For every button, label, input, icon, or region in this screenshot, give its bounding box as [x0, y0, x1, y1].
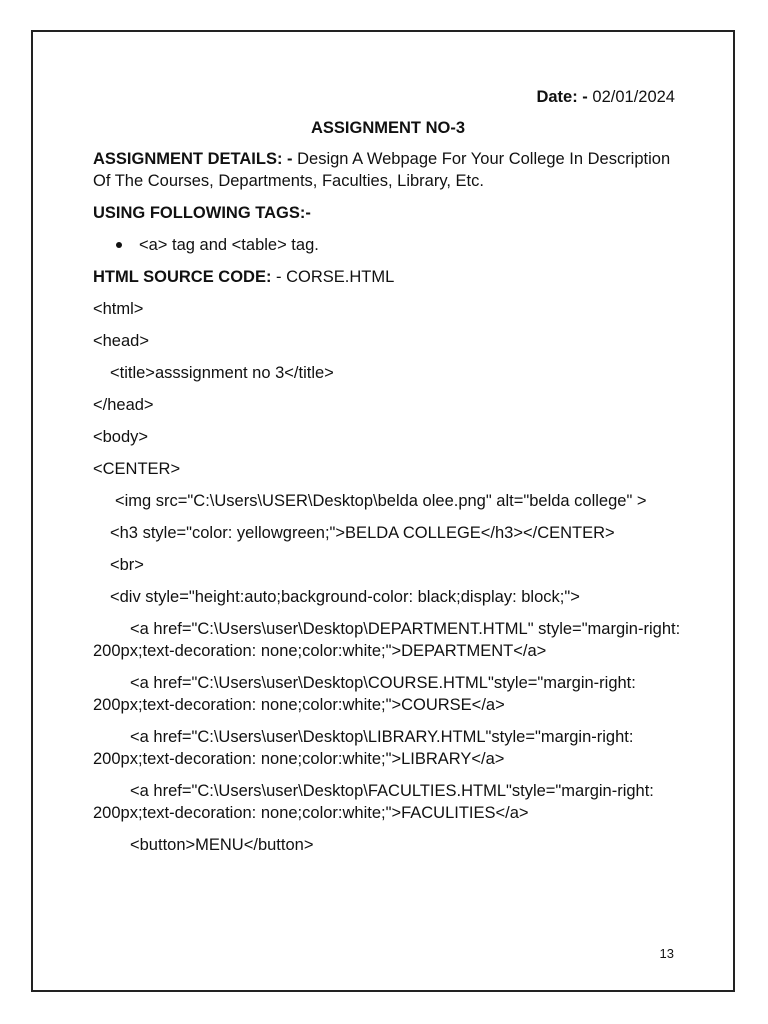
code-line: <img src="C:\Users\USER\Desktop\belda olee.png" alt="belda college" >: [115, 492, 647, 510]
code-line: <br>: [110, 556, 144, 574]
code-line: <div style="height:auto;background-color: black;display: block;">: [110, 588, 580, 606]
code-line: <a href="C:\Users\user\Desktop\FACULTIES.HTML"style="margin-right: 200px;text-decoration: none;color:white;">FACULITIES</a>: [93, 782, 659, 822]
code-line: <a href="C:\Users\user\Desktop\DEPARTMENT.HTML" style="margin-right: 200px;text-decoration: none;color:white;">DEPARTMENT</a>: [93, 620, 685, 660]
code-line: <body>: [93, 428, 149, 446]
details-text: Design A Webpage For Your College In Description Of The Courses, Departments, Faculties, Library, Etc.: [93, 150, 671, 190]
source-code-heading: [93, 266, 683, 288]
date-value: 02/01/2024: [592, 88, 675, 106]
bullet-icon: [116, 242, 122, 248]
source-file: - CORSE.HTML: [271, 268, 395, 286]
details-label: ASSIGNMENT DETAILS: -: [93, 150, 293, 168]
assignment-title: ASSIGNMENT NO-3: [310, 119, 465, 137]
code-line: <a href="C:\Users\user\Desktop\COURSE.HTML"style="margin-right: 200px;text-decoration: none;color:white;">COURSE</a>: [93, 674, 641, 714]
tags-list: [93, 234, 683, 256]
code-line: <button>MENU</button>: [130, 836, 314, 854]
date-line: [93, 86, 683, 108]
code-line: <CENTER>: [93, 460, 181, 478]
code-line: </head>: [93, 396, 154, 414]
tags-heading: USING FOLLOWING TAGS:-: [93, 204, 311, 222]
code-line: <html>: [93, 300, 144, 318]
list-item-text: <a> tag and <table> tag.: [139, 236, 319, 254]
code-line: <h3 style="color: yellowgreen;">BELDA COLLEGE</h3></CENTER>: [110, 524, 615, 542]
date-label: Date: -: [536, 88, 588, 106]
assignment-details: [93, 148, 683, 192]
code-line: <title>asssignment no 3</title>: [110, 364, 334, 382]
code-line: <a href="C:\Users\user\Desktop\LIBRARY.HTML"style="margin-right: 200px;text-decoration: none;color:white;">LIBRARY</a>: [93, 728, 639, 768]
document-body: [93, 86, 683, 866]
page-number: 13: [659, 946, 674, 961]
code-line: <head>: [93, 332, 149, 350]
list-item: [93, 234, 683, 256]
source-label: HTML SOURCE CODE:: [93, 268, 272, 286]
